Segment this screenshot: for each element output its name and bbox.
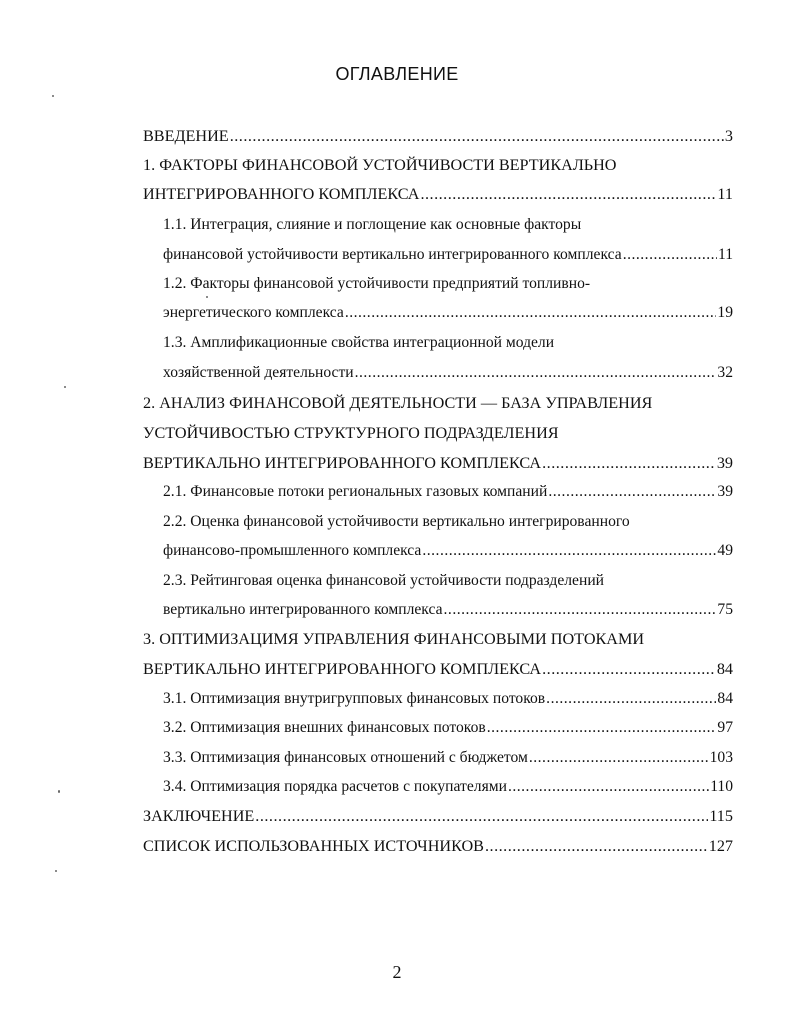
toc-entry-label: 2.3. Рейтинговая оценка финансовой устойчивости подразделений (163, 572, 605, 589)
toc-entry-label: финансово-промышленного комплекса (163, 542, 422, 559)
toc-entry-page: 103 (709, 749, 733, 766)
toc-heading: ОГЛАВЛЕНИЕ (335, 64, 459, 84)
toc-entry-2-2[interactable] (163, 541, 733, 561)
dot-leader (542, 453, 716, 473)
toc-entry-references[interactable] (143, 836, 733, 856)
toc-entry-label: 3.2. Оптимизация внешних финансовых потоков (163, 719, 486, 736)
toc-entry-2-1[interactable] (163, 482, 733, 502)
toc-entry-page: 32 (717, 364, 733, 381)
dot-leader (487, 718, 717, 738)
toc-entry-1-1[interactable] (163, 245, 733, 265)
scan-speck (55, 870, 57, 872)
toc-entry-3-1[interactable] (163, 689, 733, 709)
toc-entry-ch1[interactable] (143, 184, 733, 204)
toc-entry-1-2-title[interactable] (163, 274, 590, 294)
toc-entry-1-1-title[interactable] (163, 215, 581, 235)
toc-entry-2-2-title[interactable] (163, 512, 630, 532)
scan-speck (52, 95, 54, 97)
scan-speck (206, 296, 208, 298)
toc-entry-page: 75 (717, 601, 733, 618)
toc-entry-page: 39 (717, 483, 733, 500)
dot-leader (230, 126, 724, 146)
toc-entry-label: ЗАКЛЮЧЕНИЕ (143, 807, 255, 825)
toc-entry-1-3-title[interactable] (163, 333, 554, 353)
toc-entry-label: финансовой устойчивости вертикально интегрированного комплекса (163, 246, 622, 263)
toc-entry-ch2[interactable] (143, 453, 733, 473)
toc-entry-page: 19 (717, 304, 733, 321)
toc-entry-page: 84 (717, 690, 733, 707)
toc-entry-label: ВЕРТИКАЛЬНО ИНТЕГРИРОВАННОГО КОМПЛЕКСА (143, 454, 542, 472)
dot-leader (529, 748, 709, 768)
toc-entry-1-3[interactable] (163, 363, 733, 383)
toc-entry-3-3[interactable] (163, 748, 733, 768)
dot-leader (444, 600, 717, 620)
toc-entry-label: 2. АНАЛИЗ ФИНАНСОВОЙ ДЕЯТЕЛЬНОСТИ — БАЗА УПРАВЛЕНИЯ (143, 394, 653, 412)
dot-leader (623, 245, 717, 265)
toc-entry-label: СПИСОК ИСПОЛЬЗОВАННЫХ ИСТОЧНИКОВ (143, 837, 484, 855)
toc-entry-label: 1.3. Амплификационные свойства интеграционной модели (163, 334, 555, 351)
toc-entry-label: энергетического комплекса (163, 304, 344, 321)
toc-entry-2-3[interactable] (163, 600, 733, 620)
dot-leader (420, 184, 716, 204)
toc-entry-conclusion[interactable] (143, 806, 733, 826)
toc-entry-label: 1.2. Факторы финансовой устойчивости предприятий топливно- (163, 275, 591, 292)
toc-entry-label: вертикально интегрированного комплекса (163, 601, 443, 618)
toc-entry-ch1-title[interactable] (143, 155, 616, 175)
toc-entry-ch3[interactable] (143, 659, 733, 679)
toc-entry-3-2[interactable] (163, 718, 733, 738)
toc-entry-2-3-title[interactable] (163, 571, 604, 591)
page-number: 2 (392, 962, 402, 982)
scan-speck (58, 790, 60, 793)
toc-entry-label: 2.1. Финансовые потоки региональных газовых компаний (163, 483, 548, 500)
toc-entry-label: 3.4. Оптимизация порядка расчетов с покупателями (163, 778, 507, 795)
toc-entry-page: 11 (717, 246, 733, 263)
dot-leader (546, 689, 716, 709)
toc-entry-label: ВВЕДЕНИЕ (143, 127, 229, 145)
toc-entry-page: 115 (709, 807, 733, 825)
toc-entry-label: 1. ФАКТОРЫ ФИНАНСОВОЙ УСТОЙЧИВОСТИ ВЕРТИКАЛЬНО (143, 156, 617, 174)
scan-speck (64, 386, 66, 388)
toc-entry-page: 110 (710, 778, 733, 795)
dot-leader (485, 836, 708, 856)
toc-entry-label: 3. ОПТИМИЗАЦИМЯ УПРАВЛЕНИЯ ФИНАНСОВЫМИ ПОТОКАМИ (143, 630, 645, 648)
toc-entry-page: 49 (717, 542, 733, 559)
toc-entry-page: 11 (717, 185, 733, 203)
dot-leader (542, 659, 716, 679)
toc-entry-page: 39 (716, 454, 733, 472)
toc-entry-label: УСТОЙЧИВОСТЬЮ СТРУКТУРНОГО ПОДРАЗДЕЛЕНИЯ (143, 424, 559, 442)
toc-entry-label: 2.2. Оценка финансовой устойчивости вертикально интегрированного (163, 513, 630, 530)
toc-entry-label: ИНТЕГРИРОВАННОГО КОМПЛЕКСА (143, 185, 420, 203)
toc-entry-label: 1.1. Интеграция, слияние и поглощение как основные факторы (163, 216, 582, 233)
toc-entry-ch2-title-2[interactable] (143, 423, 559, 443)
toc-entry-3-4[interactable] (163, 777, 733, 797)
toc-entry-label: 3.3. Оптимизация финансовых отношений с бюджетом (163, 749, 528, 766)
dot-leader (422, 541, 716, 561)
dot-leader (255, 806, 708, 826)
toc-entry-page: 127 (708, 837, 733, 855)
toc-entry-label: хозяйственной деятельности (163, 364, 354, 381)
toc-entry-intro[interactable] (143, 126, 733, 146)
toc-entry-ch3-title[interactable] (143, 629, 644, 649)
toc-entry-page: 97 (717, 719, 733, 736)
dot-leader (548, 482, 716, 502)
toc-entry-ch2-title[interactable] (143, 393, 652, 413)
toc-entry-page: 3 (724, 127, 733, 145)
dot-leader (355, 363, 717, 383)
toc-entry-label: 3.1. Оптимизация внутригрупповых финансовых потоков (163, 690, 546, 707)
dot-leader (508, 777, 709, 797)
dot-leader (345, 303, 717, 323)
toc-entry-label: ВЕРТИКАЛЬНО ИНТЕГРИРОВАННОГО КОМПЛЕКСА (143, 660, 542, 678)
toc-entry-1-2[interactable] (163, 303, 733, 323)
toc-entry-page: 84 (716, 660, 733, 678)
